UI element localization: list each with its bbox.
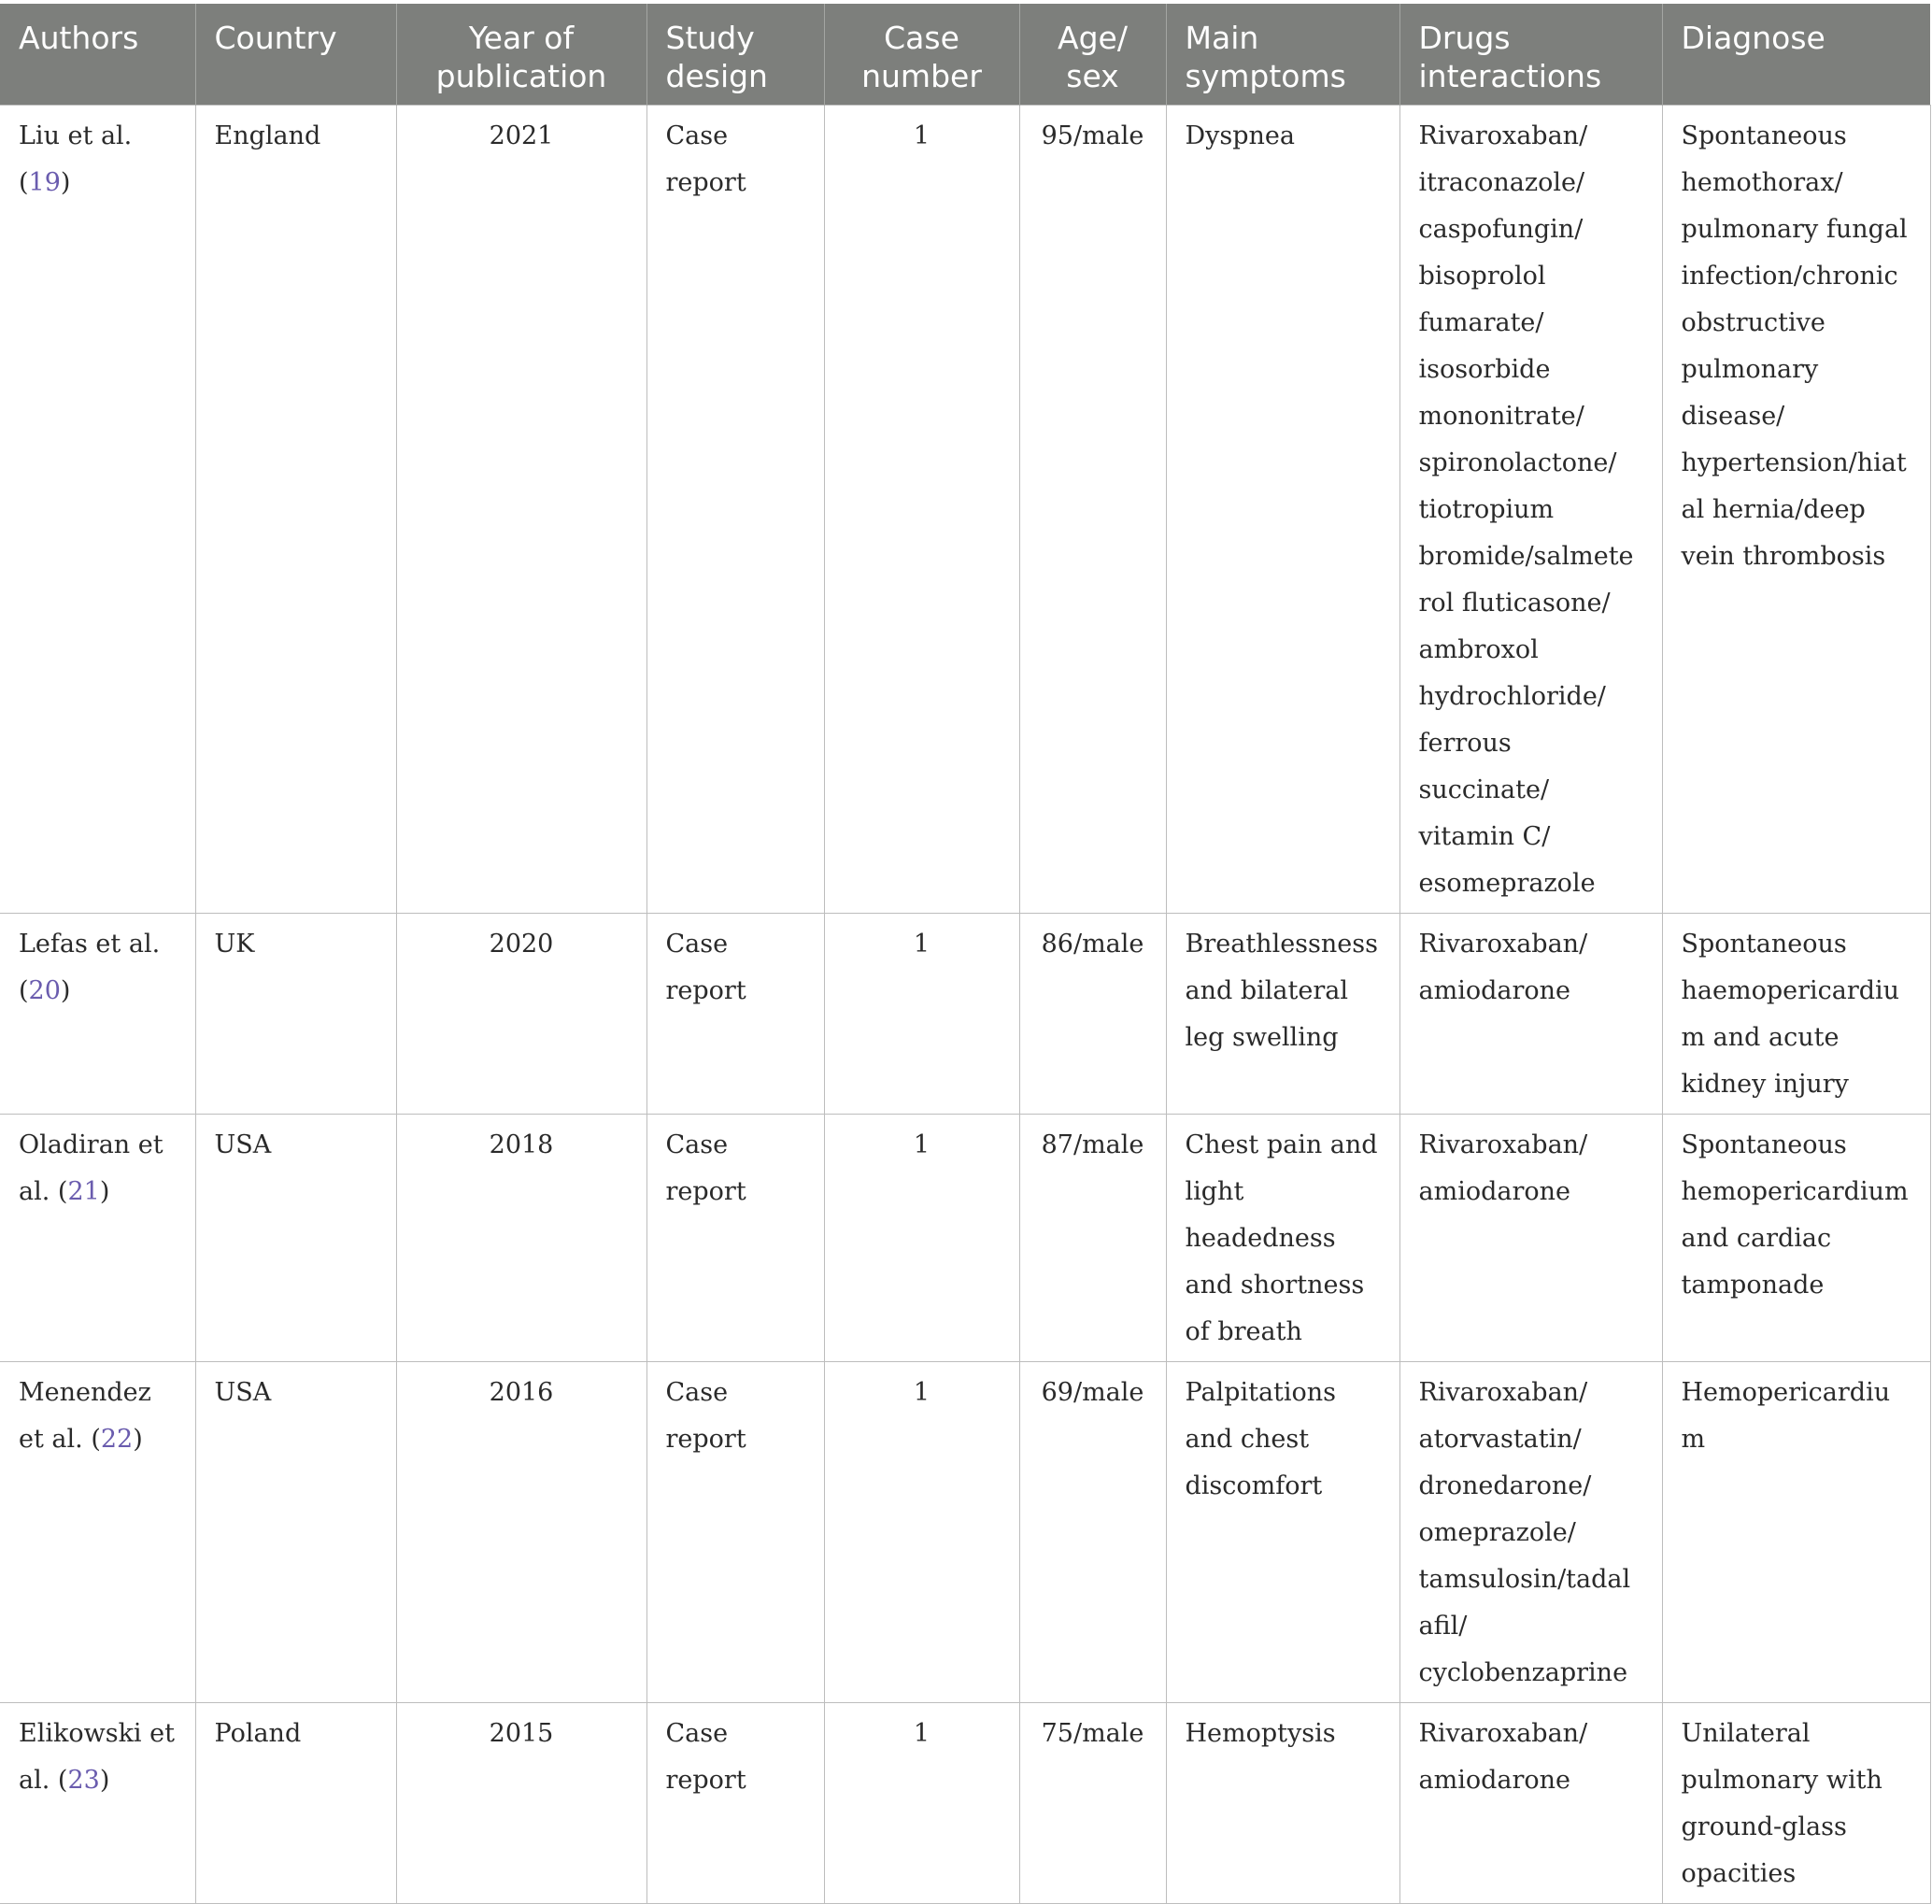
cell-year: 2015 [396, 1703, 646, 1904]
cell-country: USA [195, 1115, 396, 1362]
cell-study-design: Case report [646, 106, 824, 914]
cell-drugs-interactions: Rivaroxaban/ amiodarone [1399, 1115, 1662, 1362]
cell-diagnose: Spontaneous hemopericardium and cardiac tamponade [1662, 1115, 1930, 1362]
cell-main-symptoms: Hemoptysis [1166, 1703, 1399, 1904]
cell-main-symptoms: Chest pain and light headedness and shortness of breath [1166, 1115, 1399, 1362]
header-year: Year of publication [396, 4, 646, 106]
cell-study-design: Case report [646, 1362, 824, 1703]
cell-drugs-interactions: Rivaroxaban/ amiodarone [1399, 914, 1662, 1115]
header-drugs-interactions: Drugs interactions [1399, 4, 1662, 106]
author-name: Oladiran et al. [19, 1130, 163, 1206]
table-body [0, 106, 1930, 1904]
table-row [0, 914, 1930, 1115]
cell-age-sex: 69/male [1019, 1362, 1166, 1703]
cell-year: 2018 [396, 1115, 646, 1362]
cell-main-symptoms: Breathlessness and bilateral leg swelling [1166, 914, 1399, 1115]
cell-drugs-interactions: Rivaroxaban/ atorvastatin/ dronedarone/ omeprazole/ tamsulosin/tadalafil/ cyclobenzaprine [1399, 1362, 1662, 1703]
reference-link[interactable]: 21 [67, 1177, 100, 1206]
reference-link[interactable]: 19 [28, 168, 61, 197]
cell-country: Poland [195, 1703, 396, 1904]
cell-age-sex: 95/male [1019, 106, 1166, 914]
cell-case-number: 1 [824, 1115, 1019, 1362]
table-header [0, 4, 1930, 106]
table-row [0, 1115, 1930, 1362]
table-row [0, 106, 1930, 914]
case-reports-table [0, 4, 1931, 1904]
cell-study-design: Case report [646, 1115, 824, 1362]
cell-country: UK [195, 914, 396, 1115]
cell-drugs-interactions: Rivaroxaban/ itraconazole/ caspofungin/ bisoprolol fumarate/ isosorbide mononitrate/ spironolactone/ tiotropium bromide/salmeterol fluticasone/ ambroxol hydrochloride/ ferrous succinate/ vitamin C/ esomeprazole [1399, 106, 1662, 914]
header-age-sex: Age/ sex [1019, 4, 1166, 106]
cell-author: Lefas et al. (20) [0, 914, 195, 1115]
reference-link[interactable]: 22 [100, 1425, 134, 1454]
header-country: Country [195, 4, 396, 106]
cell-diagnose: Hemopericardium [1662, 1362, 1930, 1703]
cell-year: 2020 [396, 914, 646, 1115]
cell-study-design: Case report [646, 914, 824, 1115]
cell-case-number: 1 [824, 914, 1019, 1115]
cell-author: Elikowski et al. (23) [0, 1703, 195, 1904]
cell-year: 2016 [396, 1362, 646, 1703]
cell-diagnose: Unilateral pulmonary with ground-glass opacities [1662, 1703, 1930, 1904]
header-study-design: Study design [646, 4, 824, 106]
header-main-symptoms: Main symptoms [1166, 4, 1399, 106]
reference-link[interactable]: 20 [28, 976, 61, 1005]
cell-age-sex: 87/male [1019, 1115, 1166, 1362]
cell-diagnose: Spontaneous hemothorax/ pulmonary fungal infection/chronic obstructive pulmonary disease/ hypertension/hiatal hernia/deep vein thrombosis [1662, 106, 1930, 914]
cell-country: England [195, 106, 396, 914]
cell-drugs-interactions: Rivaroxaban/ amiodarone [1399, 1703, 1662, 1904]
cell-case-number: 1 [824, 1362, 1019, 1703]
cell-age-sex: 86/male [1019, 914, 1166, 1115]
reference-link[interactable]: 23 [67, 1766, 100, 1795]
cell-case-number: 1 [824, 1703, 1019, 1904]
cell-study-design: Case report [646, 1703, 824, 1904]
author-name: Liu et al. [19, 121, 133, 150]
cell-author: Menendez et al. (22) [0, 1362, 195, 1703]
cell-year: 2021 [396, 106, 646, 914]
cell-age-sex: 75/male [1019, 1703, 1166, 1904]
cell-author: Oladiran et al. (21) [0, 1115, 195, 1362]
header-diagnose: Diagnose [1662, 4, 1930, 106]
cell-case-number: 1 [824, 106, 1019, 914]
table-row [0, 1362, 1930, 1703]
header-authors: Authors [0, 4, 195, 106]
author-name: Menendez et al. [19, 1378, 151, 1454]
table-row [0, 1703, 1930, 1904]
cell-main-symptoms: Palpitations and chest discomfort [1166, 1362, 1399, 1703]
cell-diagnose: Spontaneous haemopericardium and acute kidney injury [1662, 914, 1930, 1115]
cell-main-symptoms: Dyspnea [1166, 106, 1399, 914]
author-name: Elikowski et al. [19, 1719, 175, 1795]
author-name: Lefas et al. [19, 930, 161, 959]
cell-author: Liu et al. (19) [0, 106, 195, 914]
header-case-number: Case number [824, 4, 1019, 106]
cell-country: USA [195, 1362, 396, 1703]
